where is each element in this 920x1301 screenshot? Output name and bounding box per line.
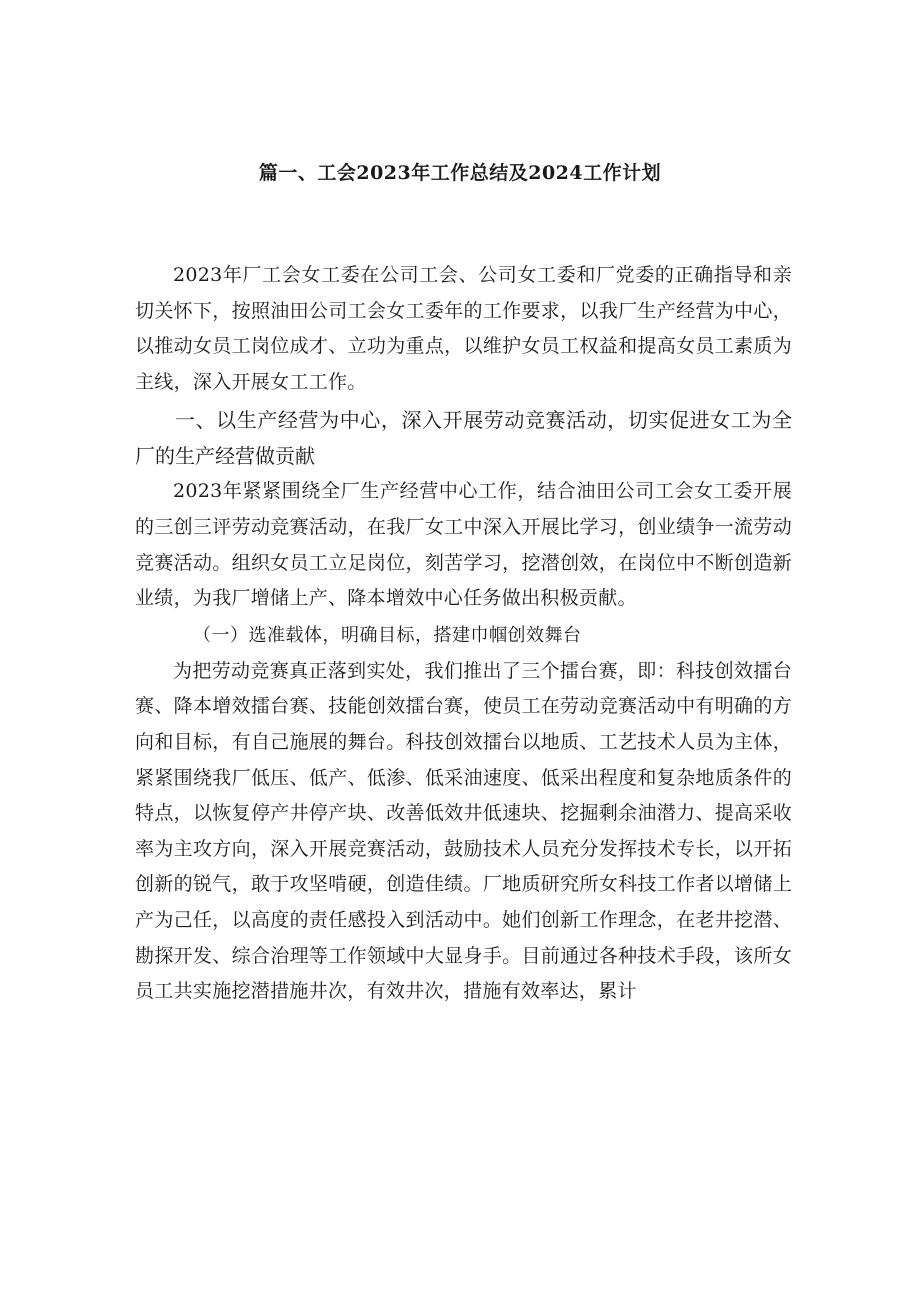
- subsection-1-paragraph: 为把劳动竞赛真正落到实处，我们推出了三个擂台赛，即：科技创效擂台赛、降本增效擂台赛、技能创效擂台赛，使员工在劳动竞赛活动中有明确的方向和目标，有自己施展的舞台。科技创效擂台以地质、工艺技术人员为主体，紧紧围绕我厂低压、低产、低渗、低采油速度、低采出程度和复杂地质条件的特点，以恢复停产井停产块、改善低效井低速块、挖掘剩余油潜力、提高采收率为主攻方向，深入开展竞赛活动，鼓励技术人员充分发挥技术专长，以开拓创新的锐气，敢于攻坚啃硬，创造佳绩。厂地质研究所女科技工作者以增储上产为己任，以高度的责任感投入到活动中。她们创新工作理念，在老井挖潜、勘探开发、综合治理等工作领域中大显身手。目前通过各种技术手段，该所女员工共实施挖潜措施井次，有效井次，措施有效率达，累计: [135, 659, 792, 1003]
- document-title: 篇一、工会2023年工作总结及2024工作计划: [258, 162, 662, 184]
- section-1-paragraph: 2023年紧紧围绕全厂生产经营中心工作，结合油田公司工会女工委开展的三创三评劳动竞赛活动，在我厂女工中深入开展比学习，创业绩争一流劳动竞赛活动。组织女员工立足岗位，刻苦学习，挖潜创效，在岗位中不断创造新业绩，为我厂增储上产、降本增效中心任务做出积极贡献。: [135, 480, 792, 610]
- intro-paragraph: 2023年厂工会女工委在公司工会、公司女工委和厂党委的正确指导和亲切关怀下，按照油田公司工会女工委年的工作要求，以我厂生产经营为中心，以推动女员工岗位成才、立功为重点，以维护女员工权益和提高女员工素质为主线，深入开展女工工作。: [135, 264, 792, 393]
- document-body: [135, 258, 792, 1010]
- section-1-heading: 一、以生产经营为中心，深入开展劳动竞赛活动，切实促进女工为全厂的生产经营做贡献: [135, 408, 792, 469]
- subsection-1-heading: （一）选准载体，明确目标，搭建巾帼创效舞台: [193, 624, 582, 646]
